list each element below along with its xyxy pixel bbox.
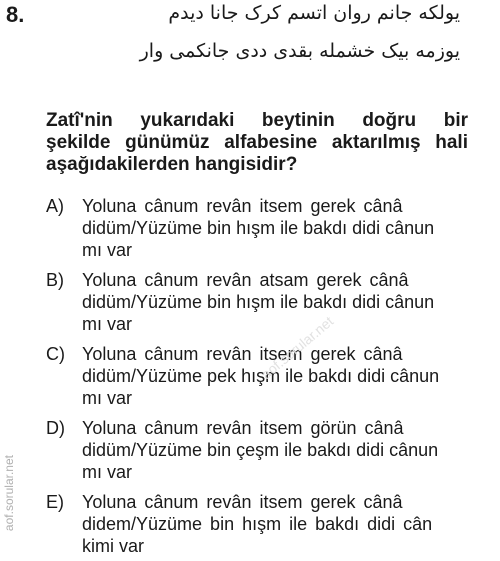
option-line: mı var <box>82 388 133 408</box>
question-number: 8. <box>6 2 25 27</box>
diagonal-watermark: aof.sorular.net <box>258 312 337 383</box>
option-letter: B) <box>46 270 64 290</box>
side-watermark: aof.sorular.net <box>2 455 16 532</box>
option-line: mı var <box>82 240 133 260</box>
option-line: Yoluna cânum revân itsem gerek cânâ <box>82 196 403 216</box>
option-c[interactable] <box>46 343 476 409</box>
option-line: kimi var <box>82 536 144 556</box>
option-text <box>82 491 476 557</box>
option-text <box>82 195 476 261</box>
ottoman-verse-line-1: یولکه جانم روان اتسم کرک جانا دیدم <box>168 2 460 24</box>
option-line: Yoluna cânum revân itsem gerek cânâ <box>82 492 403 512</box>
option-line: didüm/Yüzüme pek hışm ile bakdı didi cânun <box>82 366 440 386</box>
option-line: Yoluna cânum revân atsam gerek cânâ <box>82 270 409 290</box>
option-b[interactable] <box>46 269 476 335</box>
stem-line: şekilde günümüz alfabesine aktarılmış hali <box>46 132 468 153</box>
stem-line: Zatî'nin yukarıdaki beytinin doğru bir <box>46 110 468 131</box>
option-line: didüm/Yüzüme bin çeşm ile bakdı didi cânun <box>82 440 439 460</box>
option-e[interactable] <box>46 491 476 557</box>
option-text <box>82 269 476 335</box>
option-line: Yoluna cânum revân itsem gerek cânâ <box>82 344 403 364</box>
option-a[interactable] <box>46 195 476 261</box>
option-letter: A) <box>46 196 64 216</box>
option-text <box>82 417 476 483</box>
option-letter: D) <box>46 418 65 438</box>
option-line: didüm/Yüzüme bin hışm ile bakdı didi cânun <box>82 218 435 238</box>
option-line: didem/Yüzüme bin hışm ile bakdı didi cân <box>82 514 433 534</box>
stem-line: aşağıdakilerden hangisidir? <box>46 154 298 175</box>
question-stem <box>46 110 468 176</box>
option-line: mı var <box>82 462 133 482</box>
option-d[interactable] <box>46 417 476 483</box>
ottoman-verse-line-2: یوزمه بیک خشمله بقدی ددی جانکمی وار <box>139 40 460 62</box>
option-letter: E) <box>46 492 64 512</box>
option-line: didüm/Yüzüme bin hışm ile bakdı didi cânun <box>82 292 435 312</box>
option-line: mı var <box>82 314 133 334</box>
option-letter: C) <box>46 344 65 364</box>
option-line: Yoluna cânum revân itsem görün cânâ <box>82 418 404 438</box>
